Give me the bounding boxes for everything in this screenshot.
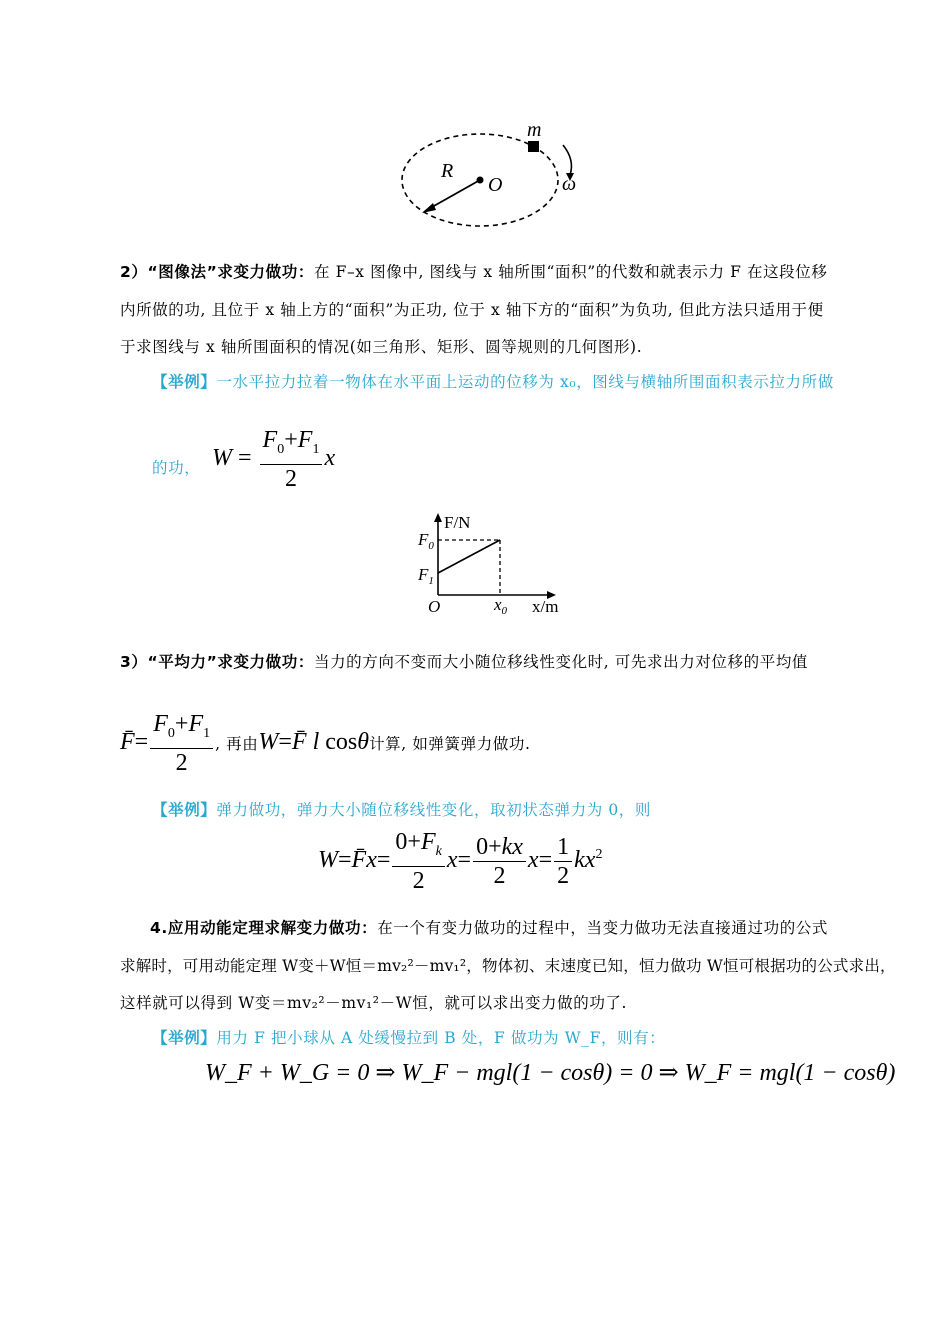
force-line — [438, 540, 500, 573]
sym-x4: x — [527, 846, 539, 873]
sym-two3: 2 — [412, 867, 425, 894]
section2-line2: 内所做的功, 且位于 x 轴上方的“面积”为正功, 位于 x 轴下方的“面积”为负功, 但此方法只适用于便 — [120, 301, 824, 319]
mass-label: m — [527, 119, 542, 141]
sym-eq5: = — [376, 846, 391, 873]
f1-label: $F_1$ — [418, 565, 434, 587]
section2-example-line2: 的功， — [152, 459, 201, 477]
fraction3: $\frac{0+F_k}{2}$ — [392, 828, 444, 895]
section4-example — [152, 1028, 665, 1048]
center-label: O — [488, 174, 503, 196]
section3-after-formula2: 计算, 如弹簧弹力做功. — [369, 734, 531, 753]
sym-eq2: = — [134, 728, 149, 755]
section3-heading: 3）“平均力”求变力做功： — [120, 653, 314, 671]
y-axis-arrow — [434, 513, 442, 522]
section3-after-formula: , 再由 — [215, 734, 259, 753]
sym-F0: F — [262, 427, 278, 453]
section2-example — [152, 372, 834, 392]
section4-line1 — [150, 918, 828, 938]
sym-one: 1 — [554, 833, 572, 862]
section4-line2: 求解时，可用动能定理 W变＋W恒＝mv₂²－mv₁²，物体初、末速度已知，恒力做功 W恒可根据功的公式求出， — [120, 957, 896, 975]
section3-example — [152, 800, 651, 820]
circular-motion-figure — [395, 115, 595, 240]
sym-W3: W — [318, 846, 338, 873]
sym-F0b: F — [153, 711, 168, 737]
y-axis-label: F/N — [444, 513, 471, 532]
fx-graph-figure — [410, 510, 575, 620]
section4-heading: 4.应用动能定理求解变力做功： — [150, 919, 378, 937]
sym-zero: 0 — [395, 829, 408, 855]
sym-F1b: F — [188, 711, 204, 737]
example-tag-3: 【举例】 — [152, 801, 217, 819]
section3-line1-text: 当力的方向不变而大小随位移线性变化时, 可先求出力对位移的平均值 — [313, 653, 809, 671]
sym-eq4: = — [338, 846, 352, 873]
sym-x3: x — [446, 846, 458, 873]
sym-eq6: = — [457, 846, 472, 873]
sym-l: l — [312, 728, 320, 755]
sym-x2: x — [366, 846, 377, 873]
sym-eq7: = — [538, 846, 553, 873]
fraction2: $\frac{F_0+F_1}{2}$ — [150, 710, 213, 777]
example-text-4: 用力 F 把小球从 A 处缓慢拉到 B 处，F 做功为 W_F，则有： — [216, 1029, 666, 1047]
radius-label: R — [441, 160, 454, 182]
section2-heading: 2）“图像法”求变力做功： — [120, 263, 314, 281]
sym-cos: cos — [325, 728, 358, 755]
formula-average-force — [120, 710, 531, 777]
omega-label: ω — [562, 173, 577, 195]
sym-F1: F — [297, 427, 313, 453]
sym-W: W — [212, 444, 232, 471]
sym-plus4: + — [488, 833, 502, 860]
example-text: 一水平拉力拉着一物体在水平面上运动的位移为 x₀，图线与横轴所围面积表示拉力所做 — [216, 373, 834, 391]
section2-line3: 于求图线与 x 轴所围面积的情况(如三角形、矩形、圆等规则的几何图形). — [120, 338, 643, 356]
x0-label: $x_0$ — [494, 595, 508, 617]
example-tag: 【举例】 — [152, 373, 217, 391]
sym-plus3: + — [407, 829, 421, 855]
sym-Fbar: F̄ — [120, 728, 135, 755]
mass-block — [528, 141, 539, 152]
fraction5 — [554, 833, 572, 890]
sym-kx2: kx — [574, 846, 596, 873]
section4-line1-text: 在一个有变力做功的过程中，当变力做功无法直接通过功的公式 — [377, 919, 828, 937]
example-tag-4: 【举例】 — [152, 1029, 217, 1047]
sym-two5: 2 — [557, 862, 570, 889]
sym-Fbar2: F̄ — [291, 728, 307, 755]
sym-plus: + — [284, 427, 298, 453]
sym-kx: kx — [501, 833, 523, 860]
origin-label: O — [428, 597, 441, 616]
sym-two4: 2 — [493, 862, 506, 889]
sym-plus2: + — [174, 711, 189, 737]
sym-eq3: = — [278, 728, 292, 755]
formula-work-area — [212, 426, 335, 493]
sym-theta: θ — [357, 728, 370, 755]
example-text-3: 弹力做功，弹力大小随位移线性变化，取初状态弹力为 0，则 — [216, 801, 651, 819]
formula-final: W_F + W_G = 0 ⇒ W_F − mgl(1 − cosθ) = 0 ⇒ W_F = mgl(1 − cosθ) — [205, 1060, 896, 1086]
f0-label: $F_0$ — [418, 530, 434, 552]
sym-Fbar3: F̄ — [351, 846, 367, 873]
fraction4 — [473, 833, 526, 890]
sym-eq: = — [238, 444, 252, 471]
rotation-arrow — [563, 145, 571, 175]
sym-two: 2 — [284, 465, 297, 492]
sym-Fk: F — [420, 829, 436, 855]
sym-two2: 2 — [175, 749, 188, 776]
x-axis-label: x/m — [532, 597, 559, 616]
formula-spring-work: W=F̄x= $\frac{0+F_k}{2}$ x= $\frac{0+kx}{2}$ x= $\frac{1}{2}$ $kx^2$ — [318, 829, 603, 894]
section3-line1 — [120, 652, 808, 672]
sym-x: x — [324, 444, 336, 471]
fraction: $\frac{F_0+F_1}{2}$ — [260, 426, 323, 493]
radius-arrowhead — [422, 203, 436, 213]
section4-line3: 这样就可以得到 W变＝mv₂²－mv₁²－W恒，就可以求出变力做的功了. — [120, 994, 628, 1012]
sym-zero2: 0 — [476, 833, 489, 860]
sym-W2: W — [258, 728, 279, 755]
section2-line1-text: 在 F–x 图像中, 图线与 x 轴所围“面积”的代数和就表示力 F 在这段位移 — [313, 263, 828, 281]
section2-line1 — [120, 262, 827, 282]
